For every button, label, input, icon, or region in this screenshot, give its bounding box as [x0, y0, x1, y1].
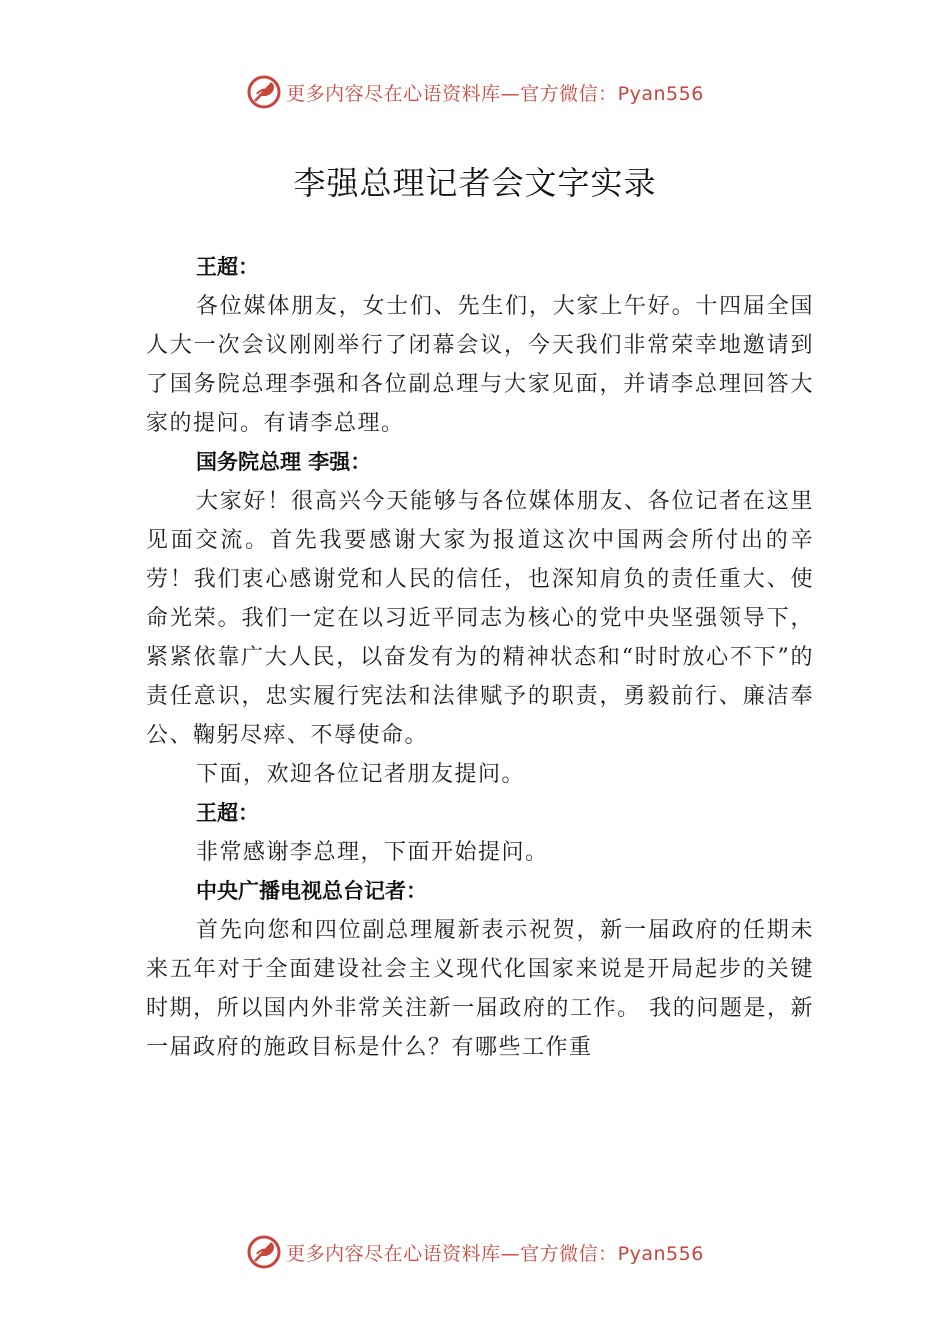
speaker-label: 中央广播电视总台记者：	[196, 879, 427, 903]
speaker-block	[146, 248, 814, 443]
footer-banner-text: 更多内容尽在心语资料库—官方微信：Pyan556	[286, 1242, 704, 1265]
quill-logo-icon	[246, 1234, 282, 1270]
speech-paragraph: 下面，欢迎各位记者朋友提问。	[196, 762, 526, 787]
speaker-label: 国务院总理 李强：	[196, 450, 372, 474]
speaker-label: 王超：	[196, 801, 259, 825]
speech-paragraph: 非常感谢李总理，下面开始提问。	[196, 840, 549, 865]
speech-paragraph: 各位媒体朋友，女士们、先生们，大家上午好。十四届全国人大一次会议刚刚举行了闭幕会议，今天我们非常荣幸地邀请到了国务院总理李强和各位副总理与大家见面，并请李总理回答大家的提问。有请李总理。	[146, 294, 814, 436]
document-title: 李强总理记者会文字实录	[293, 164, 657, 202]
speaker-block	[146, 794, 814, 872]
header-banner	[0, 72, 950, 112]
document-body	[146, 248, 814, 1067]
header-banner-text: 更多内容尽在心语资料库—官方微信：Pyan556	[286, 82, 704, 105]
speech-paragraph: 首先向您和四位副总理履新表示祝贺，新一届政府的任期未来五年对于全面建设社会主义现代化国家来说是开局起步的关键时期，所以国内外非常关注新一届政府的工作。 我的问题是，新一届政府的施政目标是什么？有哪些工作重	[146, 918, 814, 1060]
speaker-label: 王超：	[196, 255, 259, 279]
speaker-block	[146, 872, 814, 1067]
speaker-block	[146, 755, 814, 794]
speech-paragraph: 大家好！很高兴今天能够与各位媒体朋友、各位记者在这里见面交流。首先我要感谢大家为报道这次中国两会所付出的辛劳！我们衷心感谢党和人民的信任，也深知肩负的责任重大、使命光荣。我们一定在以习近平同志为核心的党中央坚强领导下，紧紧依靠广大人民，以奋发有为的精神状态和“时时放心不下”的责任意识，忠实履行宪法和法律赋予的职责，勇毅前行、廉洁奉公、鞠躬尽瘁、不辱使命。	[146, 489, 814, 748]
quill-logo-icon	[246, 74, 282, 110]
speaker-block	[146, 443, 814, 755]
footer-banner	[0, 1232, 950, 1272]
